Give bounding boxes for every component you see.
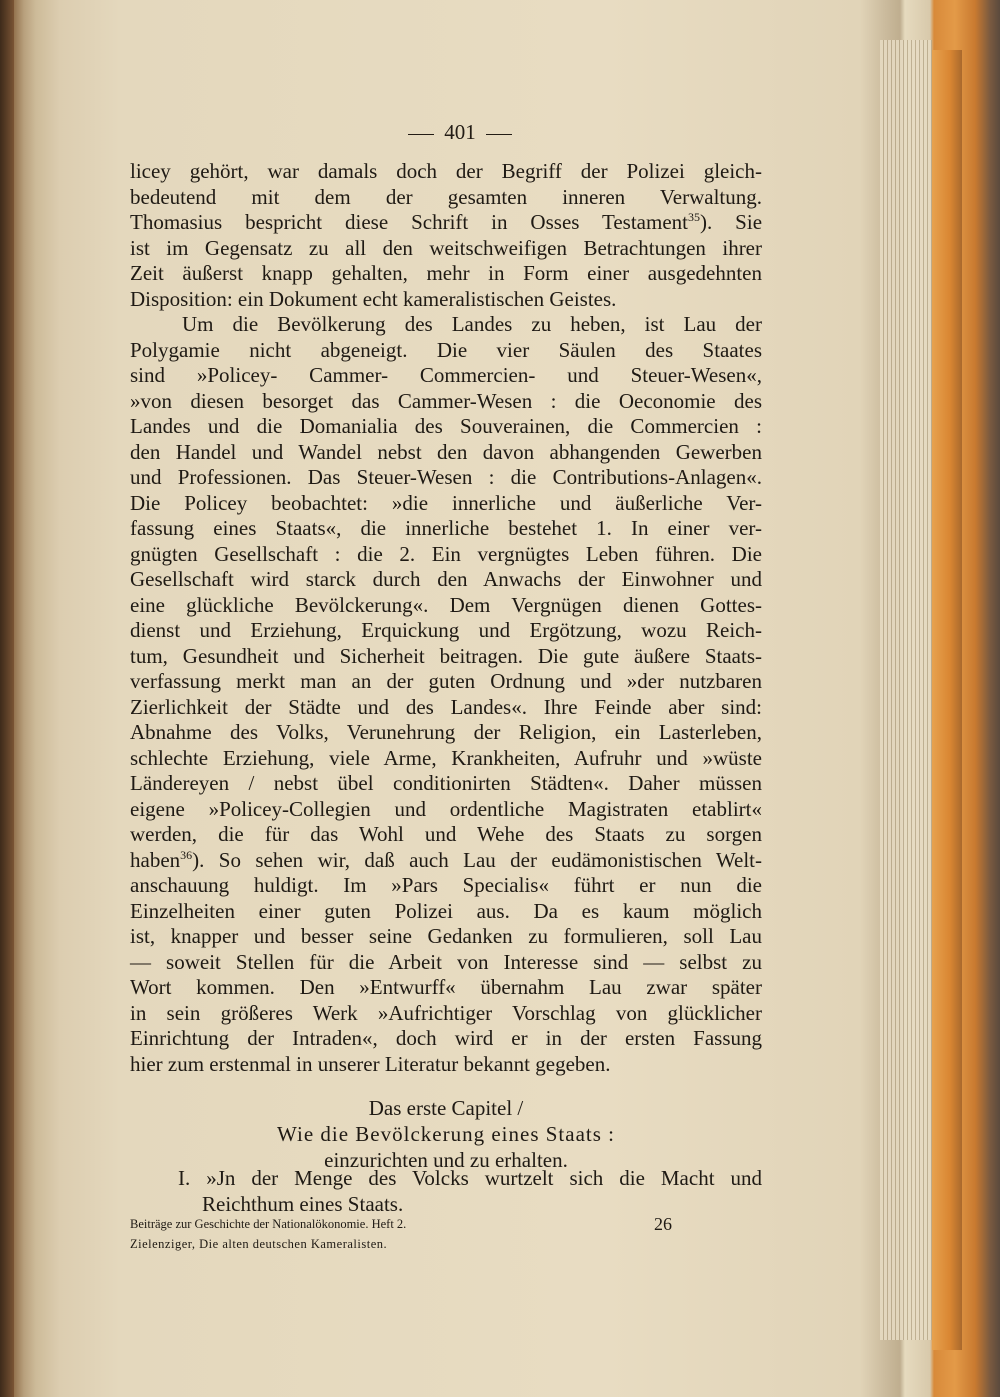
text-line: Landes und die Domanialia des Souverainen, die Commercien : xyxy=(130,414,762,438)
text-line-part: ). So sehen wir, daß auch Lau der eudämonistischen Welt- xyxy=(192,847,762,872)
text-line-part: Thomasius bespricht diese Schrift in Osses Testament xyxy=(130,210,688,234)
page-number-text: 401 xyxy=(444,120,476,144)
text-line: »von diesen besorget das Cammer-Wesen : die Oeconomie des xyxy=(130,388,762,413)
section-line: I. »Jn der Menge des Volcks wurtzelt sich die Macht und xyxy=(178,1166,762,1190)
text-line: Zierlichkeit der Städte und des Landes«. Ihre Feinde aber sind: xyxy=(130,694,762,719)
book-binding xyxy=(0,0,14,1397)
text-line xyxy=(130,847,762,873)
footer-author: Zielenziger, Die alten deutschen Kameralisten. xyxy=(130,1237,388,1251)
text-line: bedeutend mit dem der gesamten inneren Verwaltung. xyxy=(130,184,762,209)
section-line: Reichthum eines Staats. xyxy=(202,1192,404,1216)
text-line: Disposition: ein Dokument echt kameralistischen Geistes. xyxy=(130,286,617,311)
text-line: Wort kommen. Den »Entwurff« übernahm Lau zwar später xyxy=(130,975,762,999)
text-line: Ländereyen / nebst übel conditionirten Städten«. Daher müssen xyxy=(130,771,762,795)
book-cover-edge xyxy=(932,50,962,1350)
heading-line: Das erste Capitel / xyxy=(368,1096,524,1120)
text-line: hier zum erstenmal in unserer Literatur bekannt gegeben. xyxy=(130,1051,611,1076)
text-line: ist, knapper und besser seine Gedanken zu formulieren, soll Lau xyxy=(130,924,762,948)
dash-left xyxy=(408,134,434,135)
page-edges xyxy=(880,40,932,1340)
dash-right xyxy=(486,134,512,135)
text-line: werden, die für das Wohl und Wehe des Staats zu sorgen xyxy=(130,822,762,846)
text-line: Abnahme des Volks, Verunehrung der Religion, ein Lasterleben, xyxy=(130,720,762,744)
text-line: Gesellschaft wird starck durch den Anwachs der Einwohner und xyxy=(130,567,762,591)
text-line-part: ). Sie xyxy=(700,210,763,234)
text-line: in sein größeres Werk »Aufrichtiger Vorschlag von glücklicher xyxy=(130,1000,762,1025)
text-line: sind »Policey- Cammer- Commercien- und Steuer-Wesen«, xyxy=(130,363,762,387)
footnote-ref: 36 xyxy=(180,847,193,862)
text-line: und Professionen. Das Steuer-Wesen : die Contributions-Anlagen«. xyxy=(130,465,762,489)
text-line xyxy=(130,209,762,235)
text-line: eigene »Policey-Collegien und ordentliche Magistraten etablirt« xyxy=(130,796,762,821)
text-line: Um die Bevölkerung des Landes zu heben, ist Lau der xyxy=(182,312,762,336)
text-line: den Handel und Wandel nebst den davon abhangenden Gewerben xyxy=(130,439,762,464)
text-line: — soweit Stellen für die Arbeit von Interesse sind — selbst zu xyxy=(130,949,762,974)
signature-mark: 26 xyxy=(654,1214,672,1234)
text-line: Einrichtung der Intraden«, doch wird er in der ersten Fassung xyxy=(130,1026,762,1050)
text-line: ist im Gegensatz zu all den weitschweifigen Betrachtungen ihrer xyxy=(130,235,762,260)
text-line: eine glückliche Bevölckerung«. Dem Vergnügen dienen Gottes- xyxy=(130,592,762,617)
page-number xyxy=(360,120,560,145)
footer-series: Beiträge zur Geschichte der Nationalökonomie. Heft 2. xyxy=(130,1217,407,1231)
footnote-ref: 35 xyxy=(688,210,700,224)
text-line: licey gehört, war damals doch der Begriff der Polizei gleich- xyxy=(130,159,762,183)
text-line: anschauung huldigt. Im »Pars Specialis« führt er nun die xyxy=(130,873,762,897)
text-line: schlechte Erziehung, viele Arme, Krankheiten, Aufruhr und »wüste xyxy=(130,745,762,770)
heading-line: Wie die Bevölckerung eines Staats : xyxy=(277,1122,615,1146)
text-line: Einzelheiten einer guten Polizei aus. Da es kaum möglich xyxy=(130,898,762,923)
text-line: dienst und Erziehung, Erquickung und Ergötzung, wozu Reich- xyxy=(130,618,762,642)
text-line: Polygamie nicht abgeneigt. Die vier Säulen des Staates xyxy=(130,337,762,362)
text-line: gnügten Gesellschaft : die 2. Ein vergnügtes Leben führen. Die xyxy=(130,541,762,566)
heading-line: einzurichten und zu erhalten. xyxy=(324,1148,568,1172)
footer xyxy=(130,1214,762,1254)
text-line: verfassung merkt man an der guten Ordnung und »der nutzbaren xyxy=(130,669,762,693)
text-line-part: haben xyxy=(130,847,181,872)
text-line: tum, Gesundheit und Sicherheit beitragen. Die gute äußere Staats- xyxy=(130,643,762,668)
text-line: Zeit äußerst knapp gehalten, mehr in Form einer ausgedehnten xyxy=(130,261,762,285)
text-line: fassung eines Staats«, die innerliche bestehet 1. In einer ver- xyxy=(130,516,762,540)
text-line: Die Policey beobachtet: »die innerliche und äußerliche Ver- xyxy=(130,490,762,515)
book-page xyxy=(30,0,880,1397)
